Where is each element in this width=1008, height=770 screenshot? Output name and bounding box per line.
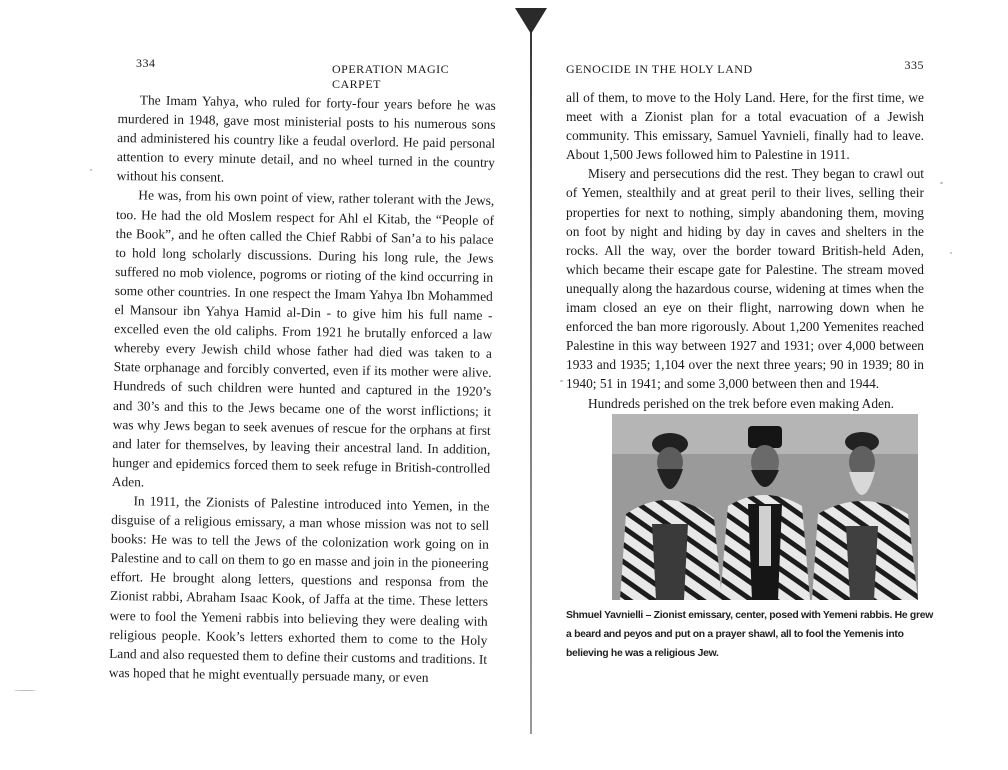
- left-body-text: [109, 90, 496, 688]
- left-page: [108, 56, 496, 685]
- binding-mark: [515, 8, 547, 34]
- paragraph: Hundreds perished on the trek before even making Aden.: [588, 395, 895, 411]
- right-page-number: 335: [904, 58, 924, 72]
- paragraph: In 1911, the Zionists of Palestine introduced into Yemen, in the disguise of a religious emissary, a man whose mission was not to sell books: He was to tell the Jews of the colonization work going on in Palestine and to call on them to go en masse and join in the pioneering effort. He brought along letters, questions and responsa from the Zionist rabbi, Abraham Isaac Kook, of Jaffa at the time. These letters were to fool the Yemeni rabbis into believing they were dealing with religious people. Kook’s letters exhorted them to come to the Holy Land and also requested them to define their customs and traditions. It was hoped that he might eventually persuade many, or even: [108, 493, 490, 685]
- scan-speck: [90, 169, 92, 171]
- photo-caption: Shmuel Yavnielli – Zionist emissary, center, posed with Yemeni rabbis. He grew a beard and peyos and put on a prayer shawl, all to fool the Yemenis into believing he was a religious Jew.: [566, 610, 933, 659]
- photo-illustration: [612, 414, 918, 600]
- left-running-title: OPERATION MAGIC CARPET: [332, 62, 450, 91]
- right-page: [566, 58, 924, 413]
- scan-speck: [940, 182, 943, 184]
- paragraph: The Imam Yahya, who ruled for forty-four years before he was murdered in 1948, gave most ministerial posts to his numerous sons and administered his country like a feudal overlord. He paid personal attention to every minute detail, and no wheel turned in the country without his consent.: [116, 92, 496, 186]
- left-running-head: [118, 56, 496, 91]
- right-body-text: [566, 88, 924, 413]
- scan-speck: [950, 252, 952, 254]
- scan-speck: [560, 380, 563, 382]
- rabbis-photograph: [612, 414, 918, 600]
- right-running-title: GENOCIDE IN THE HOLY LAND: [566, 62, 753, 76]
- paragraph: He was, from his own point of view, rather tolerant with the Jews, too. He had the old Moslem respect for Ahl el Kitab, the “People of the Book”, and he often called the Chief Rabbi of San’a to his palace to hold long scholarly discussions. During his long rule, the Jews suffered no mob violence, pogroms or rioting of the kind occurring in some other countries. In one respect the Imam Yahya Ibn Mohammed el Mansour ibn Yahya Hamid al-Din - to give him his full name - excelled even the old caliphs. From 1921 he brutally enforced a law whereby every Jewish child whose father had died was taken to a State orphanage and forcibly converted, even if its mother were alive. Hundreds of such children were hunted and captured in the 1920’s and 30’s and this to the Jews became one of the worst inflictions; it was why Jews began to seek avenues of rescue for the orphans at first and later for themselves, by leaving their ancestral land. In addition, hunger and epidemics forced them to seek refuge in British-controlled Aden.: [111, 187, 495, 490]
- paragraph: Misery and persecutions did the rest. They began to crawl out of Yemen, stealthily and at great peril to their lives, selling their properties for next to nothing, simply abandoning them, moving on foot by night and hiding by day in caves and shelters in the rocks. All the way, over the border toward British-held Aden, which became their escape gate for Palestine. The stream moved unequally along the hazardous course, widening at times when the imam closed an eye on their flight, narrowing down when he enforced the ban more rigorously. About 1,200 Yemenites reached Palestine in this way between 1927 and 1931; over 4,000 between 1933 and 1935; 1,104 over the next three years; 90 in 1939; 80 in 1940; 51 in 1941; and some 3,000 between then and 1944.: [566, 166, 924, 392]
- paragraph: all of them, to move to the Holy Land. Here, for the first time, we meet with a Zionist plan for a total evacuation of a Jewish community. This emissary, Samuel Yavnieli, finally had to leave. About 1,500 Jews followed him to Palestine in 1911.: [566, 90, 924, 163]
- right-running-head: [566, 58, 924, 78]
- book-gutter: [530, 14, 532, 734]
- scan-speck: [14, 690, 36, 691]
- left-page-number: 334: [136, 56, 156, 70]
